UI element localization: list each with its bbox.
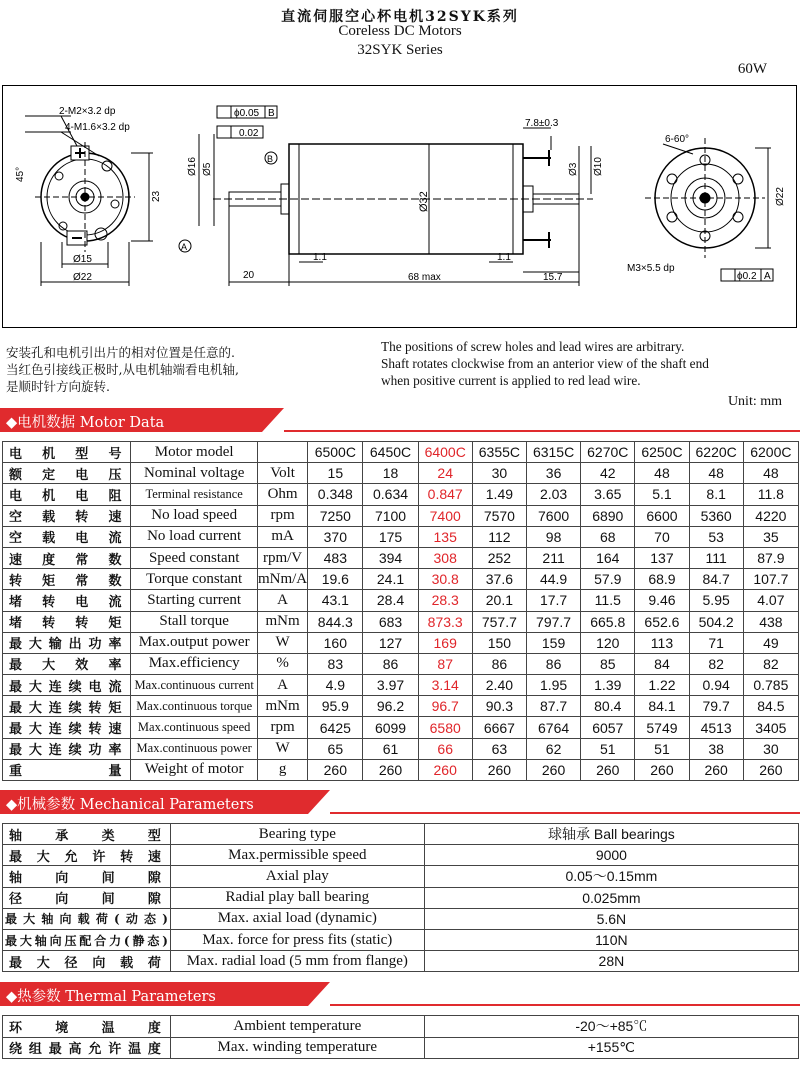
table-row (3, 759, 799, 780)
page-title-en: Coreless DC Motors (338, 23, 462, 39)
table-row (3, 484, 799, 505)
param-unit: Ohm (257, 484, 307, 505)
param-name-cn: 最大轴向压配合力(静态) (3, 929, 171, 950)
note-en-line3: when positive current is applied to red lead wire. (381, 373, 641, 388)
table-row (3, 526, 799, 547)
param-value: 63 (472, 738, 526, 759)
param-value: 260 (472, 759, 526, 780)
table-row (3, 929, 799, 950)
thermal-heading: ◆热参数 Thermal Parameters (6, 989, 216, 1005)
param-value: 137 (635, 547, 689, 568)
param-value: 82 (743, 653, 798, 674)
table-row (3, 675, 799, 696)
param-value: 36 (526, 463, 580, 484)
param-value: 394 (363, 547, 418, 568)
param-name-en: Motor model (131, 442, 257, 463)
param-name-cn: 电机电阻 (3, 484, 131, 505)
label-dim78: 7.8±0.3 (525, 118, 559, 129)
param-unit: mNm/A (257, 569, 307, 590)
param-unit (257, 442, 307, 463)
param-unit: rpm (257, 505, 307, 526)
label-dim23: 23 (151, 190, 162, 202)
param-value: 6764 (526, 717, 580, 738)
label-d5: Ø5 (202, 162, 213, 176)
param-name-en: Max.continuous torque (131, 696, 257, 717)
param-unit: W (257, 632, 307, 653)
param-value: 35 (743, 526, 798, 547)
param-value: 66 (418, 738, 472, 759)
param-value: 164 (581, 547, 635, 568)
thermal-banner (0, 982, 800, 1006)
param-value: 68 (581, 526, 635, 547)
param-value: 1.39 (581, 675, 635, 696)
motor-data-heading: ◆电机数据 Motor Data (6, 415, 165, 431)
param-value: 2.40 (472, 675, 526, 696)
param-name-cn: 最大连续转矩 (3, 696, 131, 717)
param-value: 7250 (308, 505, 363, 526)
param-value: 5749 (635, 717, 689, 738)
param-unit: % (257, 653, 307, 674)
label-angle660: 6-60° (665, 134, 690, 145)
table-row (3, 611, 799, 632)
label-screw1: 2-M2×3.2 dp (59, 106, 116, 117)
param-name-cn: 电机型号 (3, 442, 131, 463)
param-value: -20～+85℃ (424, 1016, 798, 1038)
param-value: 84.7 (689, 569, 743, 590)
param-value: 6220C (689, 442, 743, 463)
param-value: 3.97 (363, 675, 418, 696)
param-value: 86 (526, 653, 580, 674)
param-name-en: Radial play ball bearing (170, 887, 424, 908)
param-value: 7600 (526, 505, 580, 526)
param-name-en: Max. radial load (5 mm from flange) (170, 951, 424, 972)
param-name-cn: 绕组最高允许温度 (3, 1037, 171, 1059)
param-value: 83 (308, 653, 363, 674)
label-refB: B (267, 154, 274, 164)
param-value: 844.3 (308, 611, 363, 632)
param-value: 6667 (472, 717, 526, 738)
table-row (3, 442, 799, 463)
param-value: 260 (689, 759, 743, 780)
param-value: 5360 (689, 505, 743, 526)
param-value: 28.3 (418, 590, 472, 611)
param-unit: W (257, 738, 307, 759)
note-en-line2: Shaft rotates clockwise from an anterior view of the shaft end (381, 356, 709, 371)
param-value: 6057 (581, 717, 635, 738)
param-unit: A (257, 590, 307, 611)
param-value: 86 (363, 653, 418, 674)
rear-view-right (645, 138, 773, 281)
param-value: 112 (472, 526, 526, 547)
label-tol3-ref: A (764, 271, 771, 282)
param-value: 28N (424, 951, 798, 972)
motor-data-banner (0, 408, 800, 432)
param-value: 4220 (743, 505, 798, 526)
param-value: 652.6 (635, 611, 689, 632)
param-unit: rpm (257, 717, 307, 738)
note-cn-line2: 当红色引接线正极时,从电机轴端看电机轴, (6, 362, 239, 377)
param-value: 96.7 (418, 696, 472, 717)
param-unit: mA (257, 526, 307, 547)
param-value: 51 (581, 738, 635, 759)
param-value: 7400 (418, 505, 472, 526)
param-value: 61 (363, 738, 418, 759)
param-value: 11.5 (581, 590, 635, 611)
label-d22b: Ø22 (775, 187, 786, 206)
param-name-cn: 转矩常数 (3, 569, 131, 590)
table-row (3, 696, 799, 717)
table-row (3, 717, 799, 738)
param-value: 260 (743, 759, 798, 780)
param-value: 6890 (581, 505, 635, 526)
param-value: 6580 (418, 717, 472, 738)
param-unit: rpm/V (257, 547, 307, 568)
param-value: 4.07 (743, 590, 798, 611)
param-value: 9.46 (635, 590, 689, 611)
param-unit: g (257, 759, 307, 780)
param-name-cn: 堵转转矩 (3, 611, 131, 632)
param-unit: mNm (257, 611, 307, 632)
param-value: 18 (363, 463, 418, 484)
label-d10: Ø10 (593, 157, 604, 176)
param-value: 169 (418, 632, 472, 653)
param-value: 873.3 (418, 611, 472, 632)
param-value: 19.6 (308, 569, 363, 590)
param-value: 7100 (363, 505, 418, 526)
param-value: 85 (581, 653, 635, 674)
label-m3: M3×5.5 dp (627, 263, 675, 274)
power-rating: 60W (737, 61, 767, 77)
label-dim20: 20 (243, 270, 255, 281)
param-value: 30.8 (418, 569, 472, 590)
param-value: 87.7 (526, 696, 580, 717)
param-value: 87 (418, 653, 472, 674)
param-value: 30 (743, 738, 798, 759)
param-value: 0.025mm (424, 887, 798, 908)
param-value: 57.9 (581, 569, 635, 590)
param-value: 15 (308, 463, 363, 484)
label-dim11a: 1.1 (313, 252, 327, 263)
table-row (3, 866, 799, 887)
label-dim22a: Ø22 (73, 272, 92, 283)
param-name-cn: 重量 (3, 759, 131, 780)
param-name-cn: 堵转电流 (3, 590, 131, 611)
param-name-en: Speed constant (131, 547, 257, 568)
param-value: 28.4 (363, 590, 418, 611)
mechanical-heading: ◆机械参数 Mechanical Parameters (6, 797, 254, 813)
param-value: 球轴承 Ball bearings (424, 824, 798, 845)
label-tol2: 0.02 (239, 128, 259, 139)
param-value: 30 (472, 463, 526, 484)
param-value: 6099 (363, 717, 418, 738)
label-d3: Ø3 (568, 162, 579, 176)
param-value: 6600 (635, 505, 689, 526)
series-title: 32SYK Series (357, 42, 443, 58)
param-name-en: Ambient temperature (170, 1016, 424, 1038)
param-value: 150 (472, 632, 526, 653)
param-value: 252 (472, 547, 526, 568)
param-name-cn: 最大连续转速 (3, 717, 131, 738)
label-dim15: Ø15 (73, 254, 92, 265)
mechanical-banner (0, 790, 800, 814)
param-value: 6355C (472, 442, 526, 463)
param-value: 3.14 (418, 675, 472, 696)
param-value: 260 (635, 759, 689, 780)
table-row (3, 951, 799, 972)
param-name-en: Axial play (170, 866, 424, 887)
param-value: 797.7 (526, 611, 580, 632)
param-value: 8.1 (689, 484, 743, 505)
param-value: 24.1 (363, 569, 418, 590)
note-en (381, 338, 796, 389)
label-dim11b: 1.1 (497, 252, 511, 263)
label-angle45: 45° (15, 166, 26, 182)
param-value: 5.6N (424, 908, 798, 929)
param-value: 70 (635, 526, 689, 547)
table-row (3, 908, 799, 929)
param-value: 483 (308, 547, 363, 568)
param-name-en: Weight of motor (131, 759, 257, 780)
param-name-en: Max.efficiency (131, 653, 257, 674)
param-value: 127 (363, 632, 418, 653)
note-cn (6, 344, 336, 395)
label-d32: Ø32 (418, 191, 430, 212)
unit-label: Unit: mm (727, 394, 782, 409)
param-value: 37.6 (472, 569, 526, 590)
param-value: 0.348 (308, 484, 363, 505)
param-value: 87.9 (743, 547, 798, 568)
param-value: 5.95 (689, 590, 743, 611)
thermal-table (2, 1015, 799, 1059)
param-value: 42 (581, 463, 635, 484)
label-tol1: ϕ0.05 (234, 108, 260, 119)
param-value: 120 (581, 632, 635, 653)
param-value: +155℃ (424, 1037, 798, 1059)
motor-data-table (2, 441, 799, 781)
param-value: 3405 (743, 717, 798, 738)
param-value: 260 (581, 759, 635, 780)
table-row (3, 1037, 799, 1059)
table-row (3, 1016, 799, 1038)
param-name-cn: 最大轴向载荷(动态) (3, 908, 171, 929)
param-value: 159 (526, 632, 580, 653)
param-value: 80.4 (581, 696, 635, 717)
mechanical-table (2, 823, 799, 972)
table-row (3, 590, 799, 611)
param-name-cn: 轴向间隙 (3, 866, 171, 887)
param-value: 95.9 (308, 696, 363, 717)
table-row (3, 547, 799, 568)
param-value: 51 (635, 738, 689, 759)
param-name-cn: 最大径向载荷 (3, 951, 171, 972)
note-cn-line3: 是顺时针方向旋转. (6, 379, 110, 394)
param-value: 0.785 (743, 675, 798, 696)
param-value: 65 (308, 738, 363, 759)
param-name-en: Torque constant (131, 569, 257, 590)
param-value: 1.95 (526, 675, 580, 696)
table-row (3, 738, 799, 759)
param-value: 44.9 (526, 569, 580, 590)
param-value: 438 (743, 611, 798, 632)
param-value: 84.5 (743, 696, 798, 717)
param-value: 9000 (424, 845, 798, 866)
param-name-cn: 径向间隙 (3, 887, 171, 908)
page-title-cn: 直流伺服空心杯电机32SYK系列 (281, 9, 519, 25)
param-value: 757.7 (472, 611, 526, 632)
label-screw2: 4-M1.6×3.2 dp (65, 122, 130, 133)
param-value: 84 (635, 653, 689, 674)
label-dim157: 15.7 (543, 272, 563, 283)
param-name-en: Max.output power (131, 632, 257, 653)
param-value: 5.1 (635, 484, 689, 505)
param-value: 2.03 (526, 484, 580, 505)
param-value: 4513 (689, 717, 743, 738)
param-name-cn: 最大连续功率 (3, 738, 131, 759)
param-value: 49 (743, 632, 798, 653)
table-row (3, 463, 799, 484)
param-value: 665.8 (581, 611, 635, 632)
label-refA: A (181, 242, 188, 252)
label-tol1-ref: B (268, 108, 275, 119)
table-row (3, 845, 799, 866)
label-tol3: ϕ0.2 (737, 271, 757, 282)
param-value: 111 (689, 547, 743, 568)
param-value: 82 (689, 653, 743, 674)
param-value: 86 (472, 653, 526, 674)
param-name-en: Max.permissible speed (170, 845, 424, 866)
drawing-svg (3, 86, 796, 327)
table-row (3, 505, 799, 526)
param-value: 62 (526, 738, 580, 759)
param-value: 90.3 (472, 696, 526, 717)
param-value: 53 (689, 526, 743, 547)
param-name-en: Max.continuous power (131, 738, 257, 759)
param-value: 98 (526, 526, 580, 547)
param-value: 68.9 (635, 569, 689, 590)
param-value: 6250C (635, 442, 689, 463)
param-unit: Volt (257, 463, 307, 484)
param-value: 20.1 (472, 590, 526, 611)
param-value: 17.7 (526, 590, 580, 611)
param-value: 0.94 (689, 675, 743, 696)
param-value: 6400C (418, 442, 472, 463)
table-row (3, 824, 799, 845)
note-cn-line1: 安装孔和电机引出片的相对位置是任意的. (6, 345, 235, 360)
param-name-cn: 额定电压 (3, 463, 131, 484)
param-value: 3.65 (581, 484, 635, 505)
param-name-en: Max. force for press fits (static) (170, 929, 424, 950)
param-value: 24 (418, 463, 472, 484)
param-value: 6270C (581, 442, 635, 463)
table-row (3, 569, 799, 590)
param-value: 107.7 (743, 569, 798, 590)
param-value: 1.22 (635, 675, 689, 696)
param-value: 11.8 (743, 484, 798, 505)
param-name-en: Nominal voltage (131, 463, 257, 484)
param-name-cn: 最大效率 (3, 653, 131, 674)
note-en-line1: The positions of screw holes and lead wires are arbitrary. (381, 339, 685, 354)
param-value: 1.49 (472, 484, 526, 505)
param-name-cn: 轴承类型 (3, 824, 171, 845)
param-value: 48 (743, 463, 798, 484)
table-row (3, 887, 799, 908)
param-value: 79.7 (689, 696, 743, 717)
param-name-cn: 空载电流 (3, 526, 131, 547)
param-value: 0.634 (363, 484, 418, 505)
param-name-en: Terminal resistance (131, 484, 257, 505)
param-name-en: Max.continuous current (131, 675, 257, 696)
param-value: 38 (689, 738, 743, 759)
param-value: 113 (635, 632, 689, 653)
param-value: 0.847 (418, 484, 472, 505)
param-value: 160 (308, 632, 363, 653)
param-unit: A (257, 675, 307, 696)
param-value: 260 (526, 759, 580, 780)
param-name-en: Stall torque (131, 611, 257, 632)
param-value: 211 (526, 547, 580, 568)
param-value: 683 (363, 611, 418, 632)
param-name-en: No load current (131, 526, 257, 547)
param-value: 96.2 (363, 696, 418, 717)
param-value: 504.2 (689, 611, 743, 632)
param-value: 308 (418, 547, 472, 568)
param-value: 260 (363, 759, 418, 780)
param-name-cn: 最大连续电流 (3, 675, 131, 696)
table-row (3, 632, 799, 653)
param-name-en: Max. axial load (dynamic) (170, 908, 424, 929)
param-name-cn: 最大输出功率 (3, 632, 131, 653)
param-value: 6425 (308, 717, 363, 738)
param-value: 6500C (308, 442, 363, 463)
table-row (3, 653, 799, 674)
param-value: 175 (363, 526, 418, 547)
param-name-cn: 速度常数 (3, 547, 131, 568)
param-name-en: Bearing type (170, 824, 424, 845)
param-name-en: Max. winding temperature (170, 1037, 424, 1059)
param-value: 84.1 (635, 696, 689, 717)
param-unit: mNm (257, 696, 307, 717)
param-name-en: Max.continuous speed (131, 717, 257, 738)
param-value: 6450C (363, 442, 418, 463)
param-value: 4.9 (308, 675, 363, 696)
param-value: 260 (418, 759, 472, 780)
param-value: 0.05～0.15mm (424, 866, 798, 887)
param-value: 48 (689, 463, 743, 484)
label-d16: Ø16 (187, 157, 198, 176)
param-value: 71 (689, 632, 743, 653)
param-value: 110N (424, 929, 798, 950)
param-value: 7570 (472, 505, 526, 526)
param-name-cn: 环境温度 (3, 1016, 171, 1038)
param-value: 135 (418, 526, 472, 547)
param-value: 6200C (743, 442, 798, 463)
param-value: 48 (635, 463, 689, 484)
param-value: 260 (308, 759, 363, 780)
param-name-en: No load speed (131, 505, 257, 526)
param-name-cn: 空载转速 (3, 505, 131, 526)
param-value: 43.1 (308, 590, 363, 611)
param-name-cn: 最大允许转速 (3, 845, 171, 866)
param-name-en: Starting current (131, 590, 257, 611)
param-value: 6315C (526, 442, 580, 463)
param-value: 370 (308, 526, 363, 547)
label-dim68: 68 max (408, 272, 441, 283)
